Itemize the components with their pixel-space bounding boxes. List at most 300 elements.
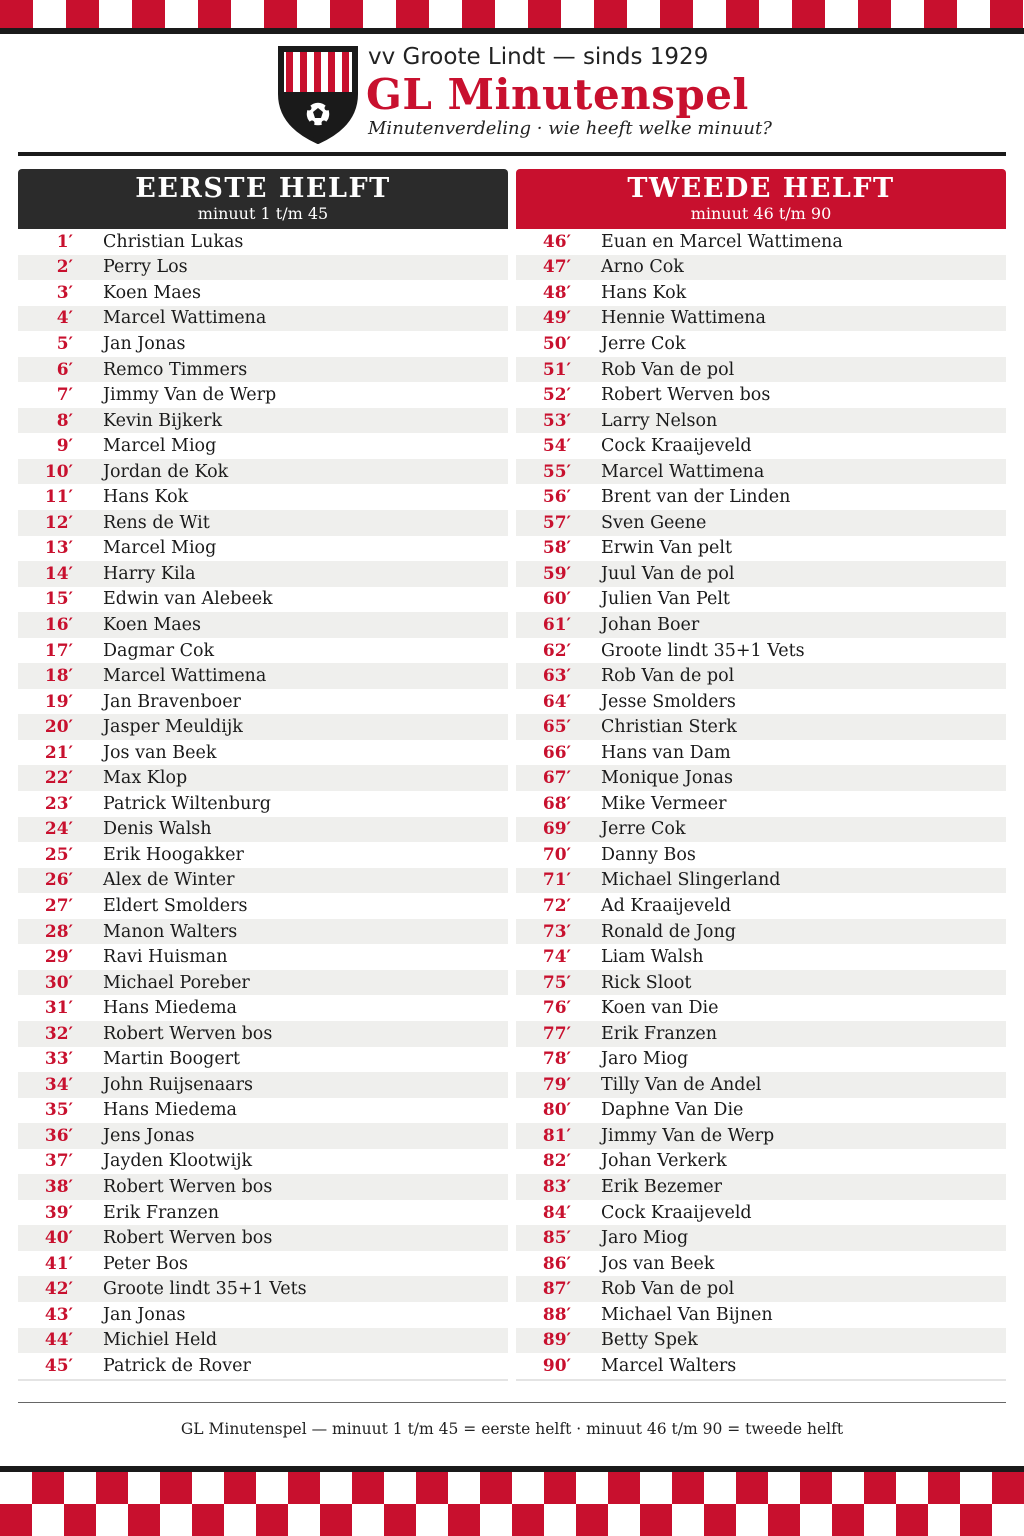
player-name: Jerre Cok	[601, 333, 686, 354]
list-item	[516, 561, 1006, 587]
minute-label: 43′	[44, 1304, 73, 1325]
minute-label: 42′	[44, 1279, 73, 1300]
minute-label: 37′	[44, 1151, 73, 1172]
player-name: Hennie Wattimena	[601, 308, 766, 329]
tagline: Minutenverdeling · wie heeft welke minuut?	[368, 118, 772, 139]
list-item	[18, 765, 508, 791]
player-name: Ronald de Jong	[601, 921, 736, 942]
list-item	[516, 919, 1006, 945]
minute-label: 32′	[44, 1023, 73, 1044]
checker-cell	[704, 1504, 736, 1536]
checker-cell	[640, 1472, 672, 1504]
minute-label: 81′	[542, 1125, 571, 1146]
player-name: Hans van Dam	[601, 742, 731, 763]
list-item	[516, 382, 1006, 408]
checker-cell	[768, 1472, 800, 1504]
minute-label: 65′	[542, 717, 571, 738]
player-name: Dagmar Cok	[103, 640, 215, 661]
list-item	[18, 1174, 508, 1200]
minute-label: 89′	[542, 1330, 571, 1351]
list-item	[516, 944, 1006, 970]
checker-cell	[64, 1504, 96, 1536]
second-half-header	[516, 169, 1006, 229]
minute-label: 45′	[44, 1355, 73, 1376]
checker-cell	[480, 1504, 512, 1536]
checker-cell	[576, 1472, 608, 1504]
list-item	[18, 1200, 508, 1226]
minute-label: 22′	[44, 768, 73, 789]
checker-cell	[0, 1504, 32, 1536]
club-crest-icon	[276, 44, 360, 144]
checker-cell	[32, 1472, 64, 1504]
checker-cell	[32, 1504, 64, 1536]
player-name: Larry Nelson	[601, 410, 718, 431]
list-item	[516, 842, 1006, 868]
list-item	[18, 229, 508, 255]
checker-cell	[672, 1504, 704, 1536]
player-name: Jaro Miog	[601, 1049, 689, 1070]
checker-cell	[288, 1472, 320, 1504]
list-item	[516, 1072, 1006, 1098]
list-item	[18, 1098, 508, 1124]
minute-label: 58′	[542, 538, 571, 559]
first-half-header	[18, 169, 508, 229]
player-name: Michael Slingerland	[601, 870, 781, 891]
player-name: Liam Walsh	[601, 947, 704, 968]
list-item	[18, 1123, 508, 1149]
player-name: Michiel Held	[103, 1330, 218, 1351]
player-name: Tilly Van de Andel	[601, 1074, 762, 1095]
checker-cell	[384, 1472, 416, 1504]
minute-label: 41′	[44, 1253, 73, 1274]
list-item	[516, 1149, 1006, 1175]
checker-cell	[192, 1472, 224, 1504]
first-half-column	[18, 169, 508, 1381]
checker-cell	[448, 1472, 480, 1504]
player-name: Eldert Smolders	[103, 895, 248, 916]
player-name: Kevin Bijkerk	[103, 410, 223, 431]
list-item	[18, 893, 508, 919]
minute-label: 39′	[44, 1202, 73, 1223]
list-item	[516, 1251, 1006, 1277]
player-name: Koen van Die	[601, 998, 719, 1019]
list-item	[18, 357, 508, 383]
list-item	[516, 229, 1006, 255]
list-item	[18, 255, 508, 281]
checker-cell	[736, 1504, 768, 1536]
list-item	[516, 1047, 1006, 1073]
checker-cell	[416, 1472, 448, 1504]
checker-cell	[608, 1472, 640, 1504]
list-item	[18, 561, 508, 587]
list-item	[516, 510, 1006, 536]
minute-label: 63′	[542, 666, 571, 687]
list-item	[18, 970, 508, 996]
player-name: Monique Jonas	[601, 768, 733, 789]
list-item	[516, 970, 1006, 996]
player-name: Max Klop	[103, 768, 188, 789]
player-name: Jesse Smolders	[601, 691, 736, 712]
player-name: Jos van Beek	[103, 742, 217, 763]
checker-cell	[832, 1504, 864, 1536]
minute-label: 60′	[542, 589, 571, 610]
player-name: Jens Jonas	[103, 1125, 195, 1146]
minute-label: 24′	[44, 819, 73, 840]
player-name: Jan Bravenboer	[103, 691, 241, 712]
player-name: Rob Van de pol	[601, 1279, 735, 1300]
list-item	[516, 817, 1006, 843]
minute-label: 79′	[542, 1074, 571, 1095]
minute-label: 54′	[542, 436, 571, 457]
list-item	[516, 536, 1006, 562]
list-item	[18, 1328, 508, 1354]
minute-label: 86′	[542, 1253, 571, 1274]
list-item	[18, 919, 508, 945]
player-name: Sven Geene	[601, 512, 707, 533]
player-name: Jan Jonas	[103, 333, 186, 354]
player-name: Betty Spek	[601, 1330, 698, 1351]
player-name: Jan Jonas	[103, 1304, 186, 1325]
checker-cell	[192, 1504, 224, 1536]
header-divider	[18, 152, 1006, 156]
minute-label: 20′	[44, 717, 73, 738]
player-name: Johan Verkerk	[601, 1151, 727, 1172]
player-name: Marcel Miog	[103, 436, 217, 457]
minute-label: 28′	[44, 921, 73, 942]
checker-cell	[160, 1472, 192, 1504]
list-item	[516, 638, 1006, 664]
player-name: Ravi Huisman	[103, 947, 228, 968]
minute-label: 46′	[542, 231, 571, 252]
player-name: Erik Franzen	[103, 1202, 219, 1223]
list-item	[516, 868, 1006, 894]
minute-label: 76′	[542, 998, 571, 1019]
minute-label: 34′	[44, 1074, 73, 1095]
checker-cell	[608, 1504, 640, 1536]
minute-label: 21′	[44, 742, 73, 763]
minute-label: 61′	[542, 614, 571, 635]
checker-cell	[320, 1504, 352, 1536]
minute-label: 50′	[542, 333, 571, 354]
minute-label: 68′	[542, 793, 571, 814]
minute-label: 70′	[542, 844, 571, 865]
player-name: Peter Bos	[103, 1253, 189, 1274]
minute-label: 84′	[542, 1202, 571, 1223]
list-item	[18, 740, 508, 766]
player-name: Patrick de Rover	[103, 1355, 251, 1376]
minute-label: 69′	[542, 819, 571, 840]
player-name: John Ruijsenaars	[103, 1074, 253, 1095]
player-name: Alex de Winter	[103, 870, 235, 891]
checker-border-top	[0, 0, 1024, 28]
checker-border-bottom	[0, 1472, 1024, 1536]
checker-cell	[160, 1504, 192, 1536]
minute-label: 51′	[542, 359, 571, 380]
minute-label: 1′	[56, 231, 73, 252]
minute-label: 56′	[542, 487, 571, 508]
minute-label: 36′	[44, 1125, 73, 1146]
player-name: Denis Walsh	[103, 819, 212, 840]
minute-label: 73′	[542, 921, 571, 942]
checker-cell	[896, 1504, 928, 1536]
list-item	[18, 944, 508, 970]
player-name: Patrick Wiltenburg	[103, 793, 271, 814]
minute-label: 19′	[44, 691, 73, 712]
minute-label: 40′	[44, 1228, 73, 1249]
player-name: Christian Lukas	[103, 231, 244, 252]
page-header	[0, 40, 1024, 152]
list-item	[18, 791, 508, 817]
second-half-title: TWEEDE HELFT	[627, 173, 895, 204]
minute-label: 47′	[542, 257, 571, 278]
minute-label: 44′	[44, 1330, 73, 1351]
player-name: Mike Vermeer	[601, 793, 727, 814]
minute-label: 2′	[56, 257, 73, 278]
list-item	[516, 612, 1006, 638]
minute-label: 53′	[542, 410, 571, 431]
minute-label: 4′	[56, 308, 73, 329]
player-name: Brent van der Linden	[601, 487, 791, 508]
checker-cell	[128, 1504, 160, 1536]
list-item	[18, 714, 508, 740]
minute-label: 52′	[542, 385, 571, 406]
checker-cell	[704, 1472, 736, 1504]
minute-label: 23′	[44, 793, 73, 814]
checker-cell	[96, 1472, 128, 1504]
player-name: Jasper Meuldijk	[103, 717, 243, 738]
checker-cell	[64, 1472, 96, 1504]
player-name: Rob Van de pol	[601, 359, 735, 380]
second-half-column	[516, 169, 1006, 1381]
player-name: Marcel Wattimena	[103, 308, 267, 329]
player-name: Hans Miedema	[103, 1100, 237, 1121]
list-item	[18, 510, 508, 536]
list-item	[516, 433, 1006, 459]
player-name: Koen Maes	[103, 614, 202, 635]
minute-label: 59′	[542, 563, 571, 584]
player-name: Marcel Miog	[103, 538, 217, 559]
player-name: Harry Kila	[103, 563, 196, 584]
checker-cell	[320, 1472, 352, 1504]
checker-cell	[768, 1504, 800, 1536]
minute-label: 15′	[44, 589, 73, 610]
list-item	[516, 1200, 1006, 1226]
player-name: Erik Franzen	[601, 1023, 717, 1044]
player-name: Julien Van Pelt	[601, 589, 730, 610]
player-name: Marcel Wattimena	[601, 461, 765, 482]
checker-cell	[544, 1472, 576, 1504]
minute-label: 57′	[542, 512, 571, 533]
minute-label: 55′	[542, 461, 571, 482]
player-name: Erwin Van pelt	[601, 538, 733, 559]
list-item	[516, 1328, 1006, 1354]
list-item	[18, 459, 508, 485]
list-item	[516, 1123, 1006, 1149]
checker-cell	[544, 1504, 576, 1536]
list-item	[18, 995, 508, 1021]
minute-label: 80′	[542, 1100, 571, 1121]
checker-cell	[512, 1504, 544, 1536]
checker-cell	[224, 1472, 256, 1504]
player-name: Jerre Cok	[601, 819, 686, 840]
checker-cell	[800, 1504, 832, 1536]
minute-label: 74′	[542, 947, 571, 968]
player-name: Arno Cok	[601, 257, 684, 278]
list-item	[516, 791, 1006, 817]
list-item	[516, 255, 1006, 281]
minute-label: 90′	[542, 1355, 571, 1376]
checker-cell	[384, 1504, 416, 1536]
list-item	[18, 1353, 508, 1379]
minute-label: 66′	[542, 742, 571, 763]
minute-label: 29′	[44, 947, 73, 968]
list-item	[18, 1302, 508, 1328]
minute-label: 67′	[542, 768, 571, 789]
player-name: Michael Van Bijnen	[601, 1304, 773, 1325]
minute-label: 26′	[44, 870, 73, 891]
list-item	[18, 1225, 508, 1251]
player-name: Jaro Miog	[601, 1228, 689, 1249]
list-item	[18, 484, 508, 510]
player-name: Erik Hoogakker	[103, 844, 244, 865]
list-item	[516, 1021, 1006, 1047]
first-half-subtitle: minuut 1 t/m 45	[197, 204, 329, 223]
minute-label: 17′	[44, 640, 73, 661]
minute-label: 83′	[542, 1177, 571, 1197]
player-name: Erik Bezemer	[601, 1177, 723, 1197]
player-name: Christian Sterk	[601, 717, 737, 738]
list-item	[516, 663, 1006, 689]
player-name: Koen Maes	[103, 282, 202, 303]
player-name: Jos van Beek	[601, 1253, 715, 1274]
list-item	[516, 306, 1006, 332]
checker-cell	[352, 1504, 384, 1536]
checker-cell	[736, 1472, 768, 1504]
player-name: Groote lindt 35+1 Vets	[601, 640, 805, 661]
player-name: Danny Bos	[601, 844, 696, 865]
first-half-title: EERSTE HELFT	[135, 173, 391, 204]
second-half-list	[516, 229, 1006, 1381]
minute-label: 78′	[542, 1049, 571, 1070]
player-name: Ad Kraaijeveld	[601, 895, 732, 916]
list-item	[516, 280, 1006, 306]
minute-label: 7′	[56, 385, 73, 406]
list-item	[18, 842, 508, 868]
list-item	[18, 1251, 508, 1277]
checker-cell	[128, 1472, 160, 1504]
second-half-subtitle: minuut 46 t/m 90	[690, 204, 832, 223]
checker-cell	[896, 1472, 928, 1504]
minute-label: 11′	[44, 487, 73, 508]
list-item	[18, 1072, 508, 1098]
list-item	[516, 995, 1006, 1021]
minute-label: 13′	[44, 538, 73, 559]
player-name: Groote lindt 35+1 Vets	[103, 1279, 307, 1300]
minute-label: 3′	[56, 282, 73, 303]
player-name: Hans Kok	[103, 487, 189, 508]
list-item	[516, 765, 1006, 791]
first-half-list	[18, 229, 508, 1381]
list-item	[18, 1047, 508, 1073]
minute-label: 10′	[44, 461, 73, 482]
list-item	[18, 638, 508, 664]
list-item	[18, 612, 508, 638]
minute-label: 18′	[44, 666, 73, 687]
checker-cell	[416, 1504, 448, 1536]
minute-label: 38′	[44, 1177, 73, 1197]
checker-cell	[928, 1472, 960, 1504]
player-name: Manon Walters	[103, 921, 238, 942]
minute-label: 16′	[44, 614, 73, 635]
player-name: Robert Werven bos	[601, 385, 771, 406]
minute-label: 31′	[44, 998, 73, 1019]
checker-cell	[288, 1504, 320, 1536]
checker-cell	[448, 1504, 480, 1536]
list-item	[516, 1174, 1006, 1200]
minute-label: 77′	[542, 1023, 571, 1044]
player-name: Juul Van de pol	[601, 563, 735, 584]
player-name: Martin Boogert	[103, 1049, 241, 1070]
player-name: Daphne Van Die	[601, 1100, 744, 1121]
list-item	[516, 689, 1006, 715]
list-item	[516, 893, 1006, 919]
player-name: Hans Kok	[601, 282, 687, 303]
list-item	[18, 587, 508, 613]
minute-label: 14′	[44, 563, 73, 584]
club-line: vv Groote Lindt — sinds 1929	[368, 44, 709, 70]
checker-cell	[672, 1472, 704, 1504]
minute-label: 33′	[44, 1049, 73, 1070]
player-name: Robert Werven bos	[103, 1177, 273, 1197]
player-name: Marcel Walters	[601, 1355, 737, 1376]
player-name: Euan en Marcel Wattimena	[601, 231, 843, 252]
player-name: Remco Timmers	[103, 359, 248, 380]
top-divider	[0, 28, 1024, 34]
player-name: Rick Sloot	[601, 972, 692, 993]
minute-label: 85′	[542, 1228, 571, 1249]
list-item	[516, 1098, 1006, 1124]
list-item	[18, 1149, 508, 1175]
checker-cell	[928, 1504, 960, 1536]
minute-label: 27′	[44, 895, 73, 916]
list-item	[516, 357, 1006, 383]
list-item	[18, 306, 508, 332]
player-name: Johan Boer	[601, 614, 700, 635]
checker-cell	[992, 1472, 1024, 1504]
list-item	[516, 1225, 1006, 1251]
checker-cell	[224, 1504, 256, 1536]
minute-label: 48′	[542, 282, 571, 303]
player-name: Jordan de Kok	[103, 461, 229, 482]
minute-label: 75′	[542, 972, 571, 993]
list-item	[516, 714, 1006, 740]
player-name: Edwin van Alebeek	[103, 589, 273, 610]
checker-cell	[864, 1472, 896, 1504]
minute-label: 72′	[542, 895, 571, 916]
list-item	[516, 587, 1006, 613]
checker-cell	[256, 1472, 288, 1504]
footer-note: GL Minutenspel — minuut 1 t/m 45 = eerste helft · minuut 46 t/m 90 = tweede helft	[180, 1420, 844, 1438]
minute-label: 64′	[542, 691, 571, 712]
checker-cell	[256, 1504, 288, 1536]
player-name: Rob Van de pol	[601, 666, 735, 687]
checker-cell	[864, 1504, 896, 1536]
player-name: Robert Werven bos	[103, 1228, 273, 1249]
checker-cell	[96, 1504, 128, 1536]
player-name: Jimmy Van de Werp	[601, 1125, 775, 1146]
list-item	[516, 459, 1006, 485]
player-name: Jayden Klootwijk	[103, 1151, 253, 1172]
